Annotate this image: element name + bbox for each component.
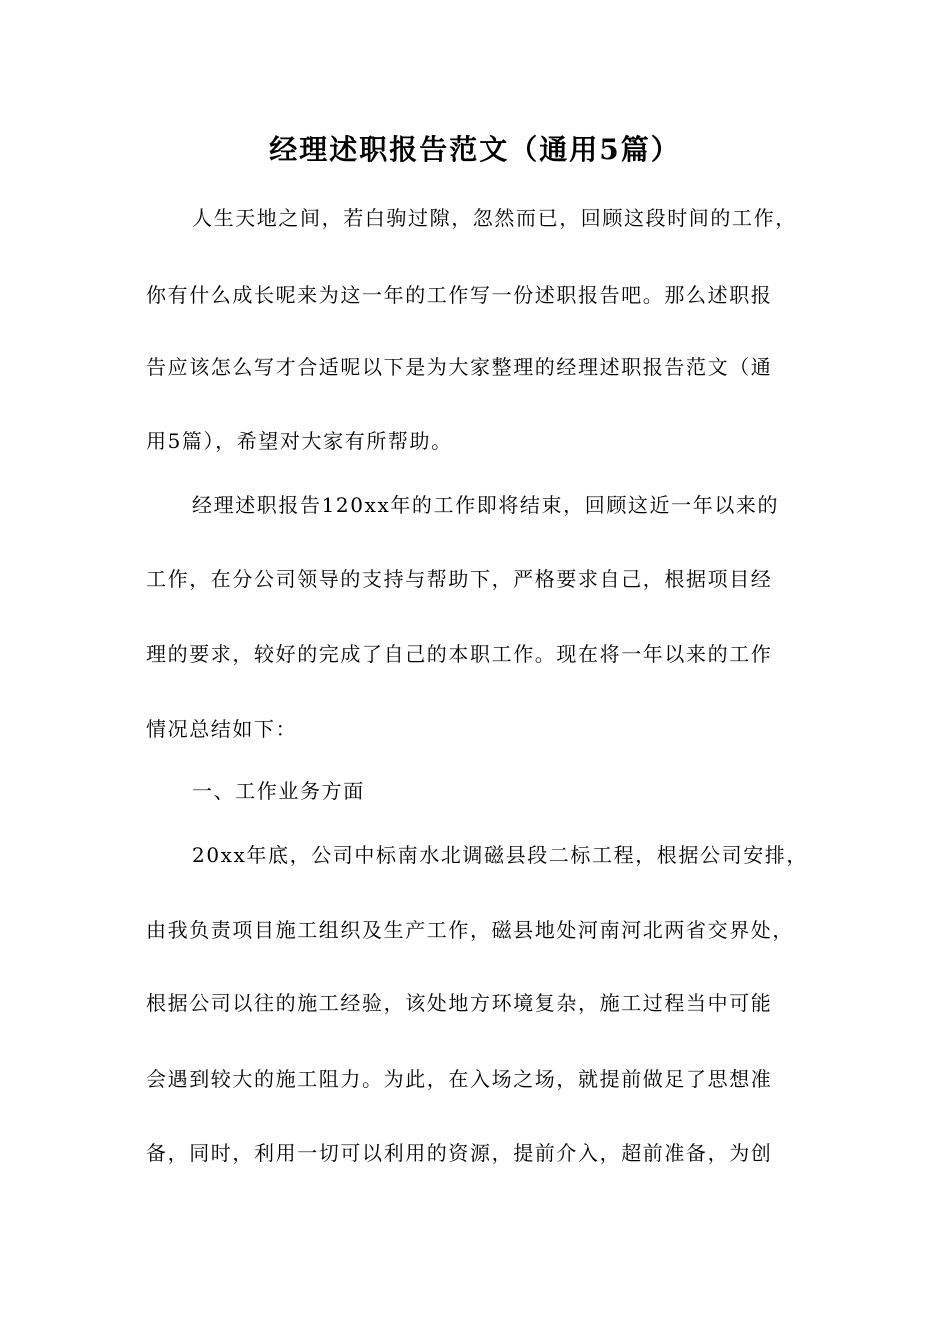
paragraph-line: 用5篇），希望对大家有所帮助。 [146, 429, 453, 453]
paragraph-line: 人生天地之间，若白驹过隙，忽然而已，回顾这段时间的工作， [192, 206, 797, 230]
paragraph-line: 由我负责项目施工组织及生产工作，磁县地处河南河北两省交界处， [146, 918, 794, 942]
paragraph-line: 经理述职报告120xx年的工作即将结束，回顾这近一年以来的 [192, 493, 780, 517]
paragraph-line: 你有什么成长呢来为这一年的工作写一份述职报告吧。那么述职报 [146, 283, 773, 307]
paragraph-line: 告应该怎么写才合适呢以下是为大家整理的经理述职报告范文（通 [146, 355, 773, 379]
paragraph-line: 理的要求，较好的完成了自己的本职工作。现在将一年以来的工作 [146, 642, 773, 666]
paragraph-line: 20xx年底，公司中标南水北调磁县段二标工程，根据公司安排， [192, 843, 809, 867]
paragraph-line: 根据公司以往的施工经验，该处地方环境复杂，施工过程当中可能 [146, 991, 773, 1015]
section-heading: 一、工作业务方面 [192, 779, 365, 803]
document-title: 经理述职报告范文（通用5篇） [269, 133, 681, 166]
paragraph-line: 备，同时，利用一切可以利用的资源，提前介入，超前准备，为创 [146, 1141, 773, 1165]
paragraph-line: 工作，在分公司领导的支持与帮助下，严格要求自己，根据项目经 [146, 567, 773, 591]
paragraph-line: 会遇到较大的施工阻力。为此，在入场之场，就提前做足了思想准 [146, 1067, 773, 1091]
paragraph-line: 情况总结如下： [146, 717, 298, 741]
